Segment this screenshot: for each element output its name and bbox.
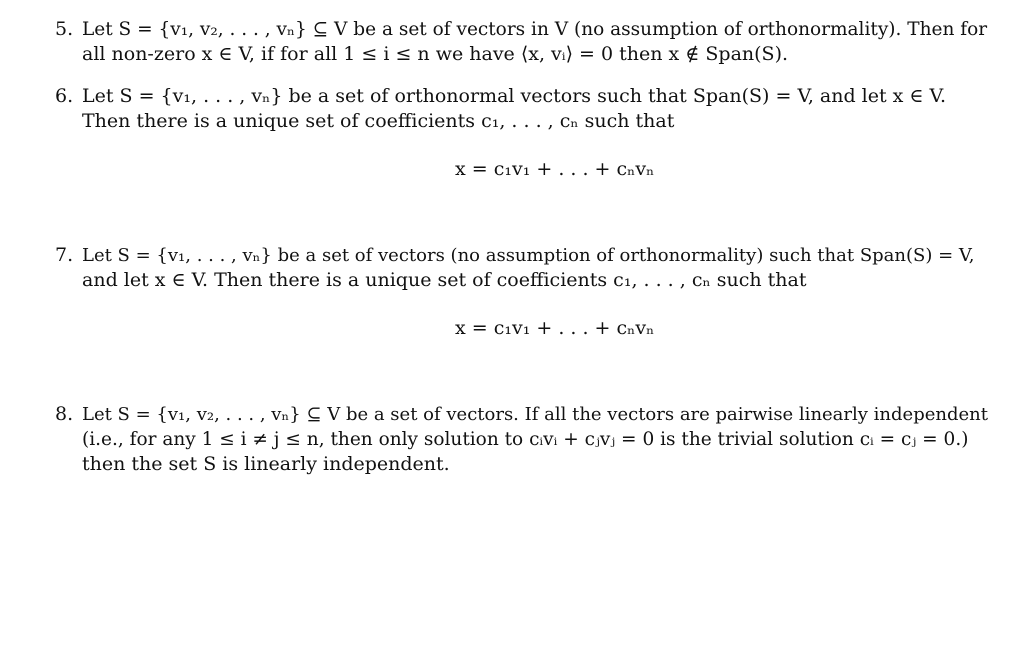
- item-line: Let S = {v₁, v₂, . . . , vₙ} ⊆ V be a set of vectors. If all the vectors are pairwise linearly independent: [82, 404, 988, 425]
- item-number: 6.: [55, 85, 74, 107]
- item-number: 8.: [55, 403, 74, 425]
- item-line: Let S = {v₁, . . . , vₙ} be a set of orthonormal vectors such that Span(S) = V, and let x ∈ V.: [82, 85, 946, 107]
- item-line: all non-zero x ∈ V, if for all 1 ≤ i ≤ n we have ⟨x, vᵢ⟩ = 0 then x ∉ Span(S).: [82, 43, 789, 65]
- item-6: [55, 84, 988, 180]
- item-line: Then there is a unique set of coefficients c₁, . . . , cₙ such that: [82, 110, 675, 132]
- item-line: Let S = {v₁, v₂, . . . , vₙ} ⊆ V be a set of vectors in V (no assumption of orthonormality). Then for: [82, 19, 988, 40]
- display-equation: x = c₁v₁ + . . . + cₙvₙ: [455, 317, 655, 339]
- item-7: [55, 243, 988, 339]
- item-number: 7.: [55, 244, 74, 266]
- item-line: (i.e., for any 1 ≤ i ≠ j ≤ n, then only solution to cᵢvᵢ + cⱼvⱼ = 0 is the trivial solution cᵢ = cⱼ = 0.): [82, 429, 969, 450]
- item-line: and let x ∈ V. Then there is a unique set of coefficients c₁, . . . , cₙ such that: [82, 269, 807, 291]
- item-8: [55, 402, 988, 477]
- item-line: then the set S is linearly independent.: [82, 453, 450, 475]
- display-equation: x = c₁v₁ + . . . + cₙvₙ: [455, 158, 655, 180]
- item-5: [55, 17, 988, 67]
- item-number: 5.: [55, 18, 74, 40]
- item-line: Let S = {v₁, . . . , vₙ} be a set of vectors (no assumption of orthonormality) such that Span(S) = V,: [82, 245, 975, 266]
